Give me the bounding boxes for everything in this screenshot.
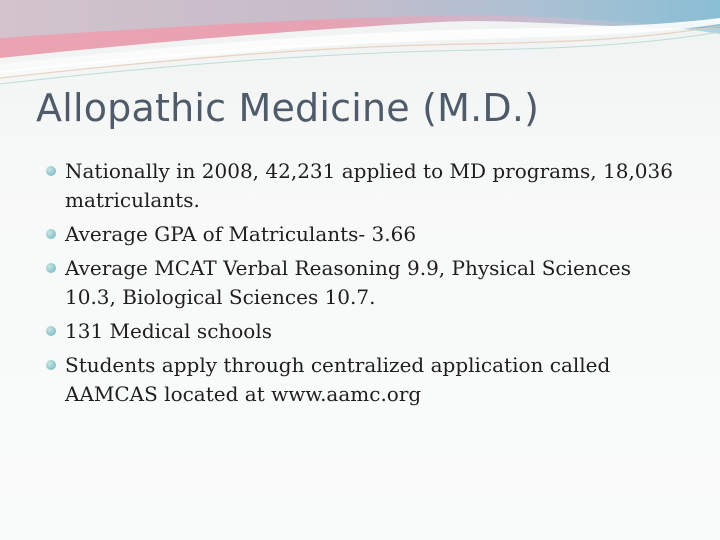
bullet-dot-icon xyxy=(46,229,56,239)
bullet-item xyxy=(46,351,676,409)
bullet-dot-icon xyxy=(46,166,56,176)
bullet-item xyxy=(46,317,676,346)
bullet-item xyxy=(46,220,676,249)
bullet-item xyxy=(46,254,676,312)
bullet-text: Nationally in 2008, 42,231 applied to MD programs, 18,036 matriculants. xyxy=(65,159,673,212)
bullet-dot-icon xyxy=(46,360,56,370)
bullet-dot-icon xyxy=(46,326,56,336)
header-swoosh-decoration xyxy=(0,0,720,100)
slide-title: Allopathic Medicine (M.D.) xyxy=(36,86,540,130)
bullet-dot-icon xyxy=(46,263,56,273)
bullet-list xyxy=(46,157,676,414)
bullet-item xyxy=(46,157,676,215)
bullet-text: Students apply through centralized application called AAMCAS located at www.aamc.org xyxy=(65,353,611,406)
bullet-text: Average GPA of Matriculants- 3.66 xyxy=(65,222,417,246)
bullet-text: Average MCAT Verbal Reasoning 9.9, Physical Sciences 10.3, Biological Sciences 10.7. xyxy=(65,256,632,309)
bullet-text: 131 Medical schools xyxy=(65,319,273,343)
